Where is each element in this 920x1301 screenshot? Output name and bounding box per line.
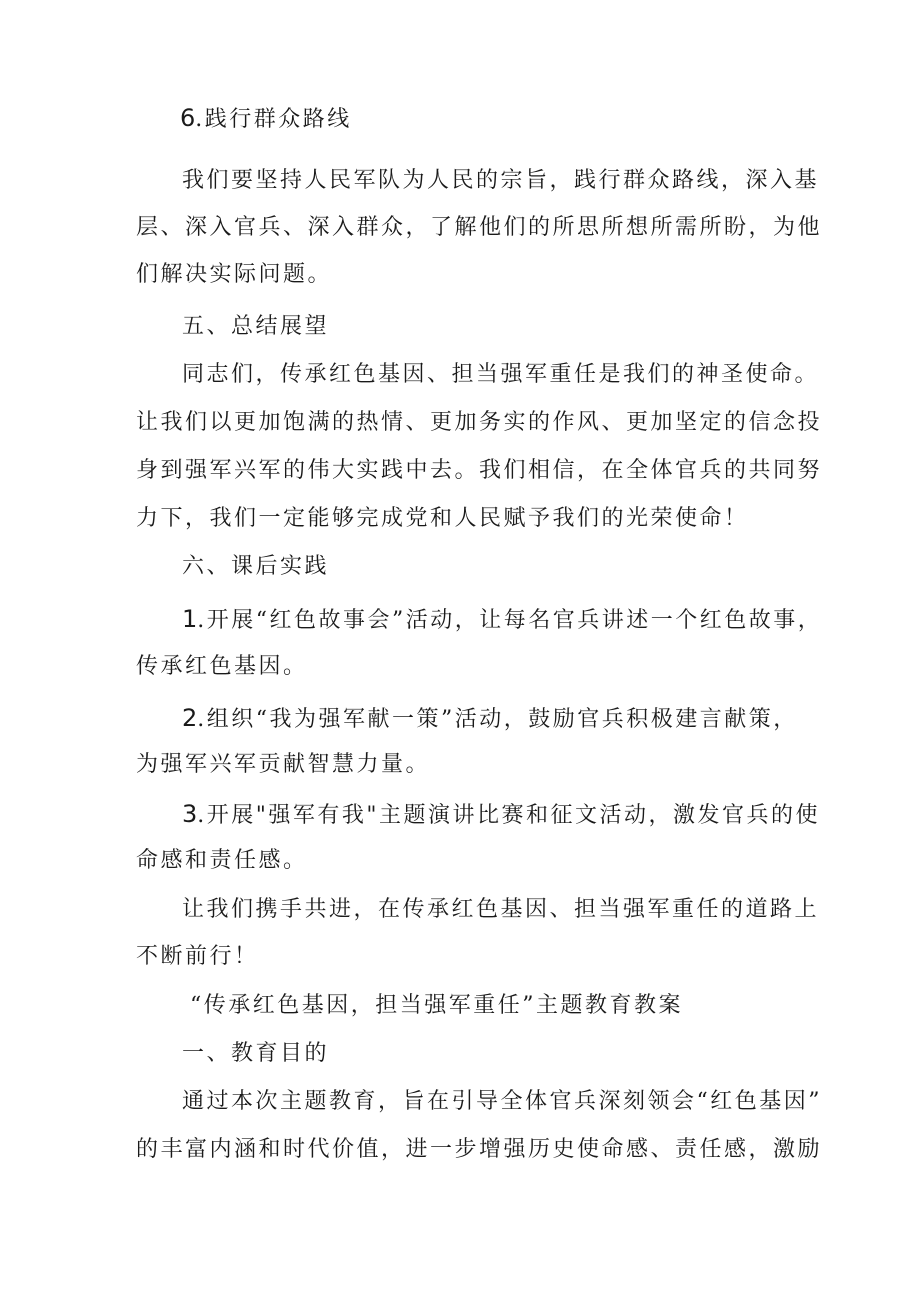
item6-body-line: 们解决实际问题。 [136,262,333,287]
practice-item-number: 1 [182,605,198,633]
education-body-line: 通过本次主题教育，旨在引导全体官兵深刻领会“红色基因” [182,1089,822,1114]
practice-item-continuation: 为强军兴军贡献智慧力量。 [136,752,431,777]
section5-body-line: 身到强军兴军的伟大实践中去。我们相信，在全体官兵的共同努 [136,458,823,483]
closing-line: 不断前行！ [136,944,259,969]
practice-item-text: .组织“我为强军献一策”活动，鼓励官兵积极建言献策， [197,707,798,732]
section5-heading: 五、总结展望 [182,314,330,339]
practice-item-2 [182,703,798,735]
education-purpose-heading: 一、教育目的 [182,1041,330,1066]
practice-item-1 [182,604,822,636]
item6-body-line: 我们要坚持人民军队为人民的宗旨，践行群众路线，深入基 [182,168,820,193]
item6-body-line: 层、深入官兵、深入群众，了解他们的所思所想所需所盼，为他 [136,215,823,240]
practice-item-continuation: 传承红色基因。 [136,654,308,679]
item6-number: 6 [180,104,196,132]
practice-item-text: .开展“红色故事会”活动，让每名官兵讲述一个红色故事， [197,608,823,633]
practice-item-number: 3 [182,800,198,828]
section5-body-line: 同志们，传承红色基因、担当强军重任是我们的神圣使命。 [182,362,820,387]
item6-heading [180,103,352,135]
item6-title: .践行群众路线 [195,107,352,132]
education-body-line: 的丰富内涵和时代价值，进一步增强历史使命感、责任感，激励 [136,1137,823,1162]
section6-heading: 六、课后实践 [182,554,330,579]
section5-body-line: 力下，我们一定能够完成党和人民赋予我们的光荣使命！ [136,506,749,531]
practice-item-number: 2 [182,704,198,732]
closing-line: 让我们携手共进，在传承红色基因、担当强军重任的道路上 [182,897,820,922]
practice-item-text: .开展"强军有我"主题演讲比赛和征文活动，激发官兵的使 [197,803,821,828]
practice-item-continuation: 命感和责任感。 [136,848,308,873]
new-document-title: “传承红色基因，担当强军重任”主题教育教案 [190,993,683,1018]
section5-body-line: 让我们以更加饱满的热情、更加务实的作风、更加坚定的信念投 [136,410,823,435]
practice-item-3 [182,799,820,831]
